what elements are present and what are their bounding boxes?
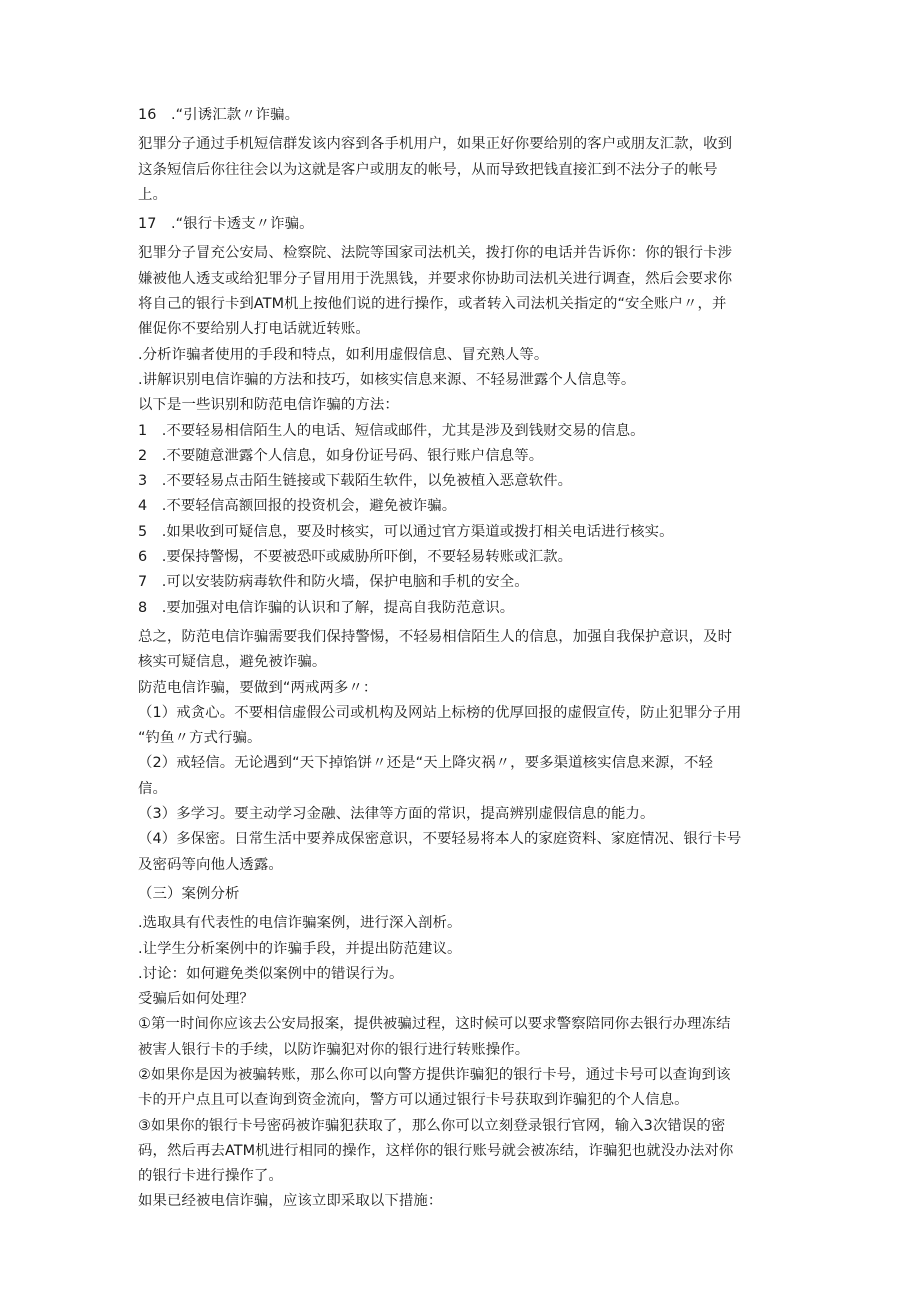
list-item: （1）戒贪心。不要相信虚假公司或机构及网站上标榜的优厚回报的虚假宣传，防止犯罪分子用 <box>138 704 742 721</box>
list-item: （4）多保密。日常生活中要养成保密意识，不要轻易将本人的家庭资料、家庭情况、银行卡号 <box>138 831 742 848</box>
list-item: ①第一时间你应该去公安局报案，提供被骗过程，这时候可以要求警察陪同你去银行办理冻结 <box>138 1016 731 1033</box>
list-item: 6 .要保持警惕，不要被恐吓或威胁所吓倒，不要轻易转账或汇款。 <box>138 549 573 566</box>
bullet-line: .分析诈骗者使用的手段和特点，如利用虚假信息、冒充熟人等。 <box>138 346 549 363</box>
paragraph-line: 嫌被他人透支或给犯罪分子冒用用于洗黑钱，并要求你协助司法机关进行调查，然后会要求你 <box>138 270 733 287</box>
paragraph-line: 核实可疑信息，避免被诈骗。 <box>138 654 327 671</box>
bullet-line: .选取具有代表性的电信诈骗案例，进行深入剖析。 <box>138 915 462 932</box>
paragraph-line: 催促你不要给别人打电话就近转账。 <box>138 321 370 338</box>
paragraph-line: 将自己的银行卡到ATM机上按他们说的进行操作，或者转入司法机关指定的“安全账户〃，并 <box>138 296 727 313</box>
item-heading-16: 16 .“引诱汇款〃诈骗。 <box>138 107 300 123</box>
bullet-line: .讨论：如何避免类似案例中的错误行为。 <box>138 965 404 982</box>
list-item: 被害人银行卡的手续，以防诈骗犯对你的银行进行转账操作。 <box>138 1041 530 1058</box>
bullet-line: .讲解识别电信诈骗的方法和技巧，如核实信息来源、不轻易泄露个人信息等。 <box>138 371 636 388</box>
list-item: ③如果你的银行卡号密码被诈骗犯获取了，那么你可以立刻登录银行官网，输入3次错误的密 <box>138 1117 726 1134</box>
document-body <box>138 103 788 1215</box>
paragraph-line: 受骗后如何处理？ <box>138 991 254 1008</box>
section-heading: （三）案例分析 <box>138 885 240 902</box>
list-item: 4 .不要轻信高额回报的投资机会，避免被诈骗。 <box>138 498 457 515</box>
list-item: 码，然后再去ATM机进行相同的操作，这样你的银行账号就会被冻结，诈骗犯也就没办法对你 <box>138 1142 734 1159</box>
list-item: 1 .不要轻易相信陌生人的电话、短信或邮件，尤其是涉及到钱财交易的信息。 <box>138 422 645 439</box>
bullet-line: .让学生分析案例中的诈骗手段，并提出防范建议。 <box>138 940 462 957</box>
list-item: 8 .要加强对电信诈骗的认识和了解，提高自我防范意识。 <box>138 599 515 616</box>
list-item: （3）多学习。要主动学习金融、法律等方面的常识，提高辨别虚假信息的能力。 <box>138 806 655 823</box>
list-item: “钓鱼〃方式行骗。 <box>138 730 262 747</box>
list-item: 5 .如果收到可疑信息，要及时核实，可以通过官方渠道或拨打相关电话进行核实。 <box>138 523 674 540</box>
list-item: ②如果你是因为被骗转账，那么你可以向警方提供诈骗犯的银行卡号，通过卡号可以查询到该 <box>138 1066 731 1083</box>
list-item: 2 .不要随意泄露个人信息，如身份证号码、银行账户信息等。 <box>138 447 544 464</box>
list-item: （2）戒轻信。无论遇到“天下掉馅饼〃还是“天上降灾祸〃，要多渠道核实信息来源，不轻 <box>138 755 714 772</box>
paragraph-line: 防范电信诈骗，要做到“两戒两多〃： <box>138 679 378 696</box>
paragraph-line: 上。 <box>138 186 167 203</box>
list-item: 3 .不要轻易点击陌生链接或下载陌生软件，以免被植入恶意软件。 <box>138 473 573 490</box>
paragraph-line: 犯罪分子冒充公安局、检察院、法院等国家司法机关，拨打你的电话并告诉你：你的银行卡涉 <box>138 245 733 262</box>
list-item: 的银行卡进行操作了。 <box>138 1168 283 1185</box>
paragraph-line: 以下是一些识别和防范电信诈骗的方法： <box>138 397 399 414</box>
list-item: 7 .可以安装防病毒软件和防火墙，保护电脑和手机的安全。 <box>138 574 529 591</box>
paragraph-line: 这条短信后你往往会以为这就是客户或朋友的帐号，从而导致把钱直接汇到不法分子的帐号 <box>138 161 718 178</box>
item-heading-17: 17 .“银行卡透支〃诈骗。 <box>138 216 314 233</box>
list-item: 信。 <box>138 780 167 797</box>
paragraph-line: 如果已经被电信诈骗，应该立即采取以下措施： <box>138 1193 443 1210</box>
list-item: 卡的开户点且可以查询到资金流向，警方可以通过银行卡号获取到诈骗犯的个人信息。 <box>138 1092 689 1109</box>
paragraph-line: 总之，防范电信诈骗需要我们保持警惕，不轻易相信陌生人的信息，加强自我保护意识，及时 <box>138 628 733 645</box>
paragraph-line: 犯罪分子通过手机短信群发该内容到各手机用户，如果正好你要给别的客户或朋友汇款，收到 <box>138 136 733 153</box>
list-item: 及密码等向他人透露。 <box>138 856 283 873</box>
